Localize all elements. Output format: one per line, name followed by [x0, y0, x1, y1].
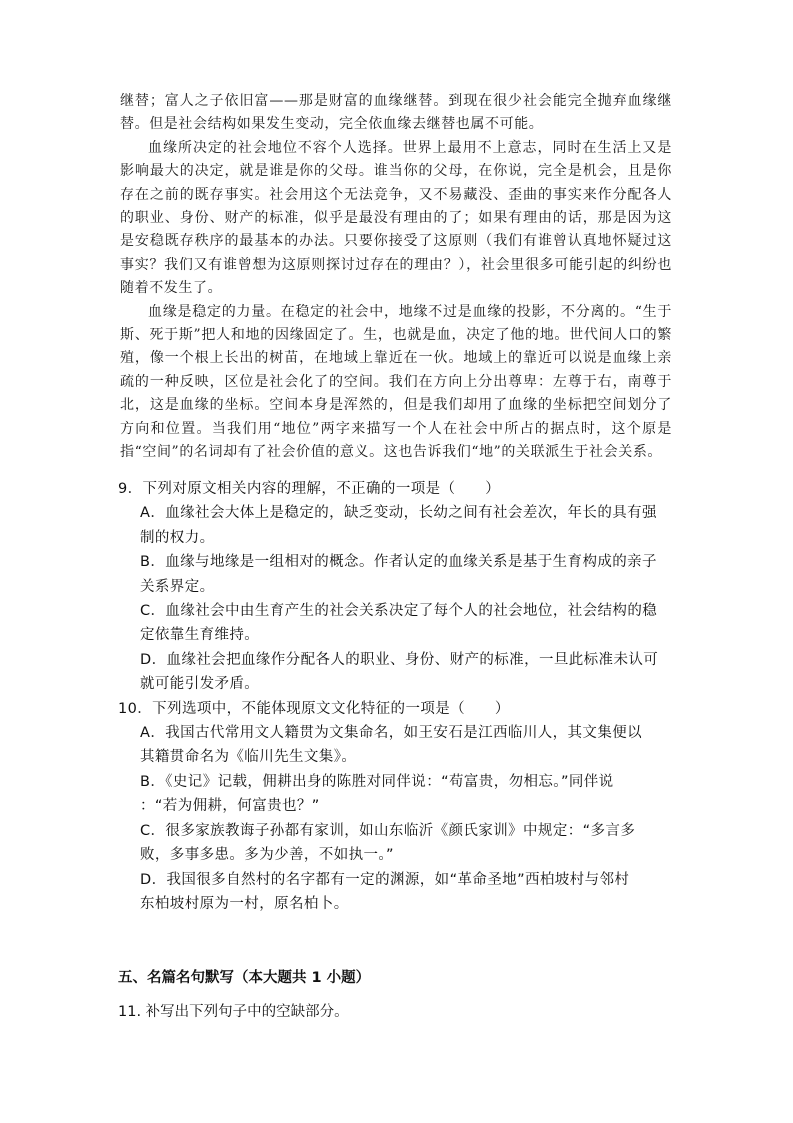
passage-paragraph-2: 血缘所决定的社会地位不容个人选择。世界上最用不上意志，同时在生活上又是影响最大的决定，就是谁是你的父母。谁当你的父母，在你说，完全是机会，且是你存在之前的既存事实。社会用这个无法竞争，又不易藏没、歪曲的事实来作分配各人的职业、身份、财产的标准，似乎是最没有理由的了；如果有理由的话，那是因为这是安稳既存秩序的最基本的办法。只要你接受了这原则（我们有谁曾认真地怀疑过这事实？我们又有谁曾想为这原则探讨过存在的理由？），社会里很多可能引起的纠纷也随着不发生了。: [120, 139, 672, 297]
option-text-line: 就可能引发矛盾。: [140, 676, 260, 693]
question-9-option-d: [140, 648, 678, 697]
option-text-line: B．《史记》记载，佣耕出身的陈胜对同伴说：“苟富贵，勿相忘。”同伴说: [140, 773, 614, 790]
option-text-line: 其籍贯命名为《临川先生文集》。: [140, 749, 357, 766]
question-10: [118, 697, 678, 917]
option-text-line: A．我国古代常用文人籍贯为文集命名，如王安石是江西临川人，其文集便以: [140, 725, 643, 742]
option-text-line: 东柏坡村原为一村，原名柏卜。: [140, 895, 349, 912]
option-text-line: 关系界定。: [140, 578, 215, 595]
question-10-option-a: [140, 721, 678, 770]
option-text-line: 败，多事多患。多为少善，不如执一。”: [140, 847, 394, 864]
question-10-option-d: [140, 868, 678, 917]
passage-paragraph-3: 血缘是稳定的力量。在稳定的社会中，地缘不过是血缘的投影，不分离的。“生于斯、死于斯”把人和地的因缘固定了。生，也就是血，决定了他的地。世代间人口的繁殖，像一个根上长出的树苗，在地域上靠近在一伙。地域上的靠近可以说是血缘上亲疏的一种反映，区位是社会化了的空间。我们在方向上分出尊卑：左尊于右，南尊于北，这是血缘的坐标。空间本身是浑然的，但是我们却用了血缘的坐标把空间划分了方向和位置。当我们用“地位”两字来描写一个人在社会中所占的据点时，这个原是指“空间”的名词却有了社会价值的意义。这也告诉我们“地”的关联派生于社会关系。: [120, 303, 672, 461]
question-10-stem: 10．下列选项中，不能体现原文文化特征的一项是（ ）: [118, 700, 510, 717]
question-9-option-c: [140, 599, 678, 648]
question-11-stem: 11. 补写出下列句子中的空缺部分。: [118, 1004, 349, 1020]
question-list: [118, 477, 678, 916]
option-text-line: D．我国很多自然村的名字都有一定的渊源，如“革命圣地”西柏坡村与邻村: [140, 871, 630, 888]
option-text-line: ：“若为佣耕，何富贵也？”: [140, 798, 320, 815]
option-text-line: C．很多家族教诲子孙都有家训，如山东临沂《颜氏家训》中规定：“多言多: [140, 822, 636, 839]
option-text-line: 制的权力。: [140, 529, 215, 546]
option-text-line: D．血缘社会把血缘作分配各人的职业、身份、财产的标准，一旦此标准未认可: [140, 651, 659, 668]
option-text-line: 定依靠生育维持。: [140, 627, 260, 644]
option-text-line: C．血缘社会中由生育产生的社会关系决定了每个人的社会地位，社会结构的稳: [140, 603, 658, 620]
question-10-option-b: [140, 770, 678, 819]
question-9-option-b: [140, 550, 678, 599]
section-heading: 五、名篇名句默写（本大题共 1 小题）: [118, 970, 371, 986]
passage-paragraph-1: 继替；富人之子依旧富——那是财富的血缘继替。到现在很少社会能完全抛弃血缘继替。但是社会结构如果发生变动，完全依血缘去继替也属不可能。: [120, 93, 672, 133]
question-9: [118, 477, 678, 697]
option-text-line: B．血缘与地缘是一组相对的概念。作者认定的血缘关系是基于生育构成的亲子: [140, 554, 657, 571]
reading-passage: [120, 90, 672, 465]
question-10-option-c: [140, 819, 678, 868]
question-9-stem: 9．下列对原文相关内容的理解，不正确的一项是（ ）: [118, 481, 501, 497]
option-text-line: A．血缘社会大体上是稳定的，缺乏变动，长幼之间有社会差次，年长的具有强: [140, 505, 657, 522]
question-9-option-a: [140, 501, 678, 550]
